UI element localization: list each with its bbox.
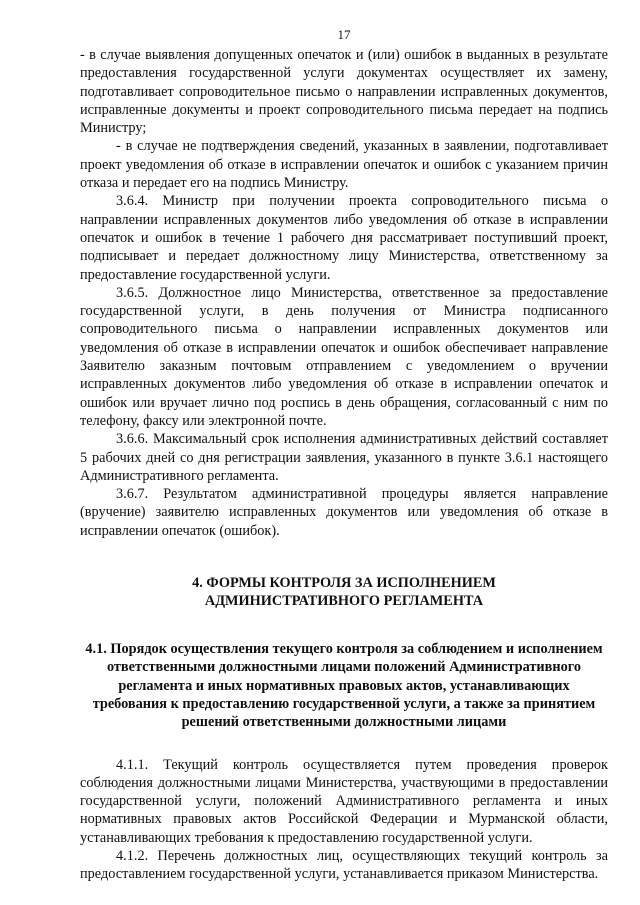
section-heading — [80, 574, 608, 610]
subsection-heading-4-1: 4.1. Порядок осуществления текущего контроля за соблюдением и исполнением ответственными должностными лицами положений Административного регламента и иных нормативных правовых актов, устанавливающих требования к предоставлению государственной услуги, а также за принятием решений ответственными должностными лицами — [85, 641, 603, 731]
paragraph-3-6-4: 3.6.4. Министр при получении проекта сопроводительного письма о направлении исправленных документов либо уведомления об отказе в исправлении опечаток и ошибок в течение 1 рабочего дня рассматривает поступивший проект, подписывает и передает должностному лицу Министерства, ответственному за предоставление государственной услуги. — [80, 193, 608, 283]
section-heading-line-1: 4. ФОРМЫ КОНТРОЛЯ ЗА ИСПОЛНЕНИЕМ — [192, 575, 496, 592]
page-number: 17 — [337, 27, 351, 42]
paragraph-3-6-5: 3.6.5. Должностное лицо Министерства, ответственное за предоставление государственной услуги, в день получения от Министра подписанного сопроводительного письма о направлении исправленных документов или уведомления об отказе в исправлении опечаток и ошибок обеспечивает направление Заявителю заказным почтовым отправлением с уведомлением о вручении исправленных документов либо уведомления об отказе в исправлении опечаток и ошибок или вручает лично под роспись в день обращения, согласованный с ним по телефону, факсу или электронной почте. — [80, 284, 608, 429]
paragraph-4-1-1: 4.1.1. Текущий контроль осуществляется путем проведения проверок соблюдения должностными лицами Министерства, участвующими в предоставлении государственной услуги, положений Административного регламента и иных нормативных правовых актов Российской Федерации и Мурманской области, устанавливающих требования к предоставлению государственной услуги. — [80, 756, 608, 846]
paragraph-3-6-7: 3.6.7. Результатом административной процедуры является направление (вручение) заявителю исправленных документов или уведомления об отказе в исправлении опечаток (ошибок). — [80, 486, 608, 539]
section-heading-line-2: АДМИНИСТРАТИВНОГО РЕГЛАМЕНТА — [204, 593, 484, 610]
paragraph-dash-errors-found: - в случае выявления допущенных опечаток и (или) ошибок в выданных в результате предоставления государственной услуги документах осуществляет их замену, подготавливает сопроводительное письмо о направлении исправленных документов, исправленные документы и проект сопроводительного письма передает на подпись Министру; — [80, 47, 608, 137]
paragraph-4-1-2: 4.1.2. Перечень должностных лиц, осуществляющих текущий контроль за предоставлением государственной услуги, устанавливается приказом Министерства. — [80, 847, 608, 883]
paragraph-3-6-6: 3.6.6. Максимальный срок исполнения административных действий составляет 5 рабочих дней со дня регистрации заявления, указанного в пункте 3.6.1 настоящего Административного регламента. — [80, 431, 608, 484]
paragraph-dash-not-confirmed: - в случае не подтверждения сведений, указанных в заявлении, подготавливает проект уведомления об отказе в исправлении опечаток и ошибок с указанием причин отказа и передает его на подпись Министру. — [80, 138, 608, 192]
